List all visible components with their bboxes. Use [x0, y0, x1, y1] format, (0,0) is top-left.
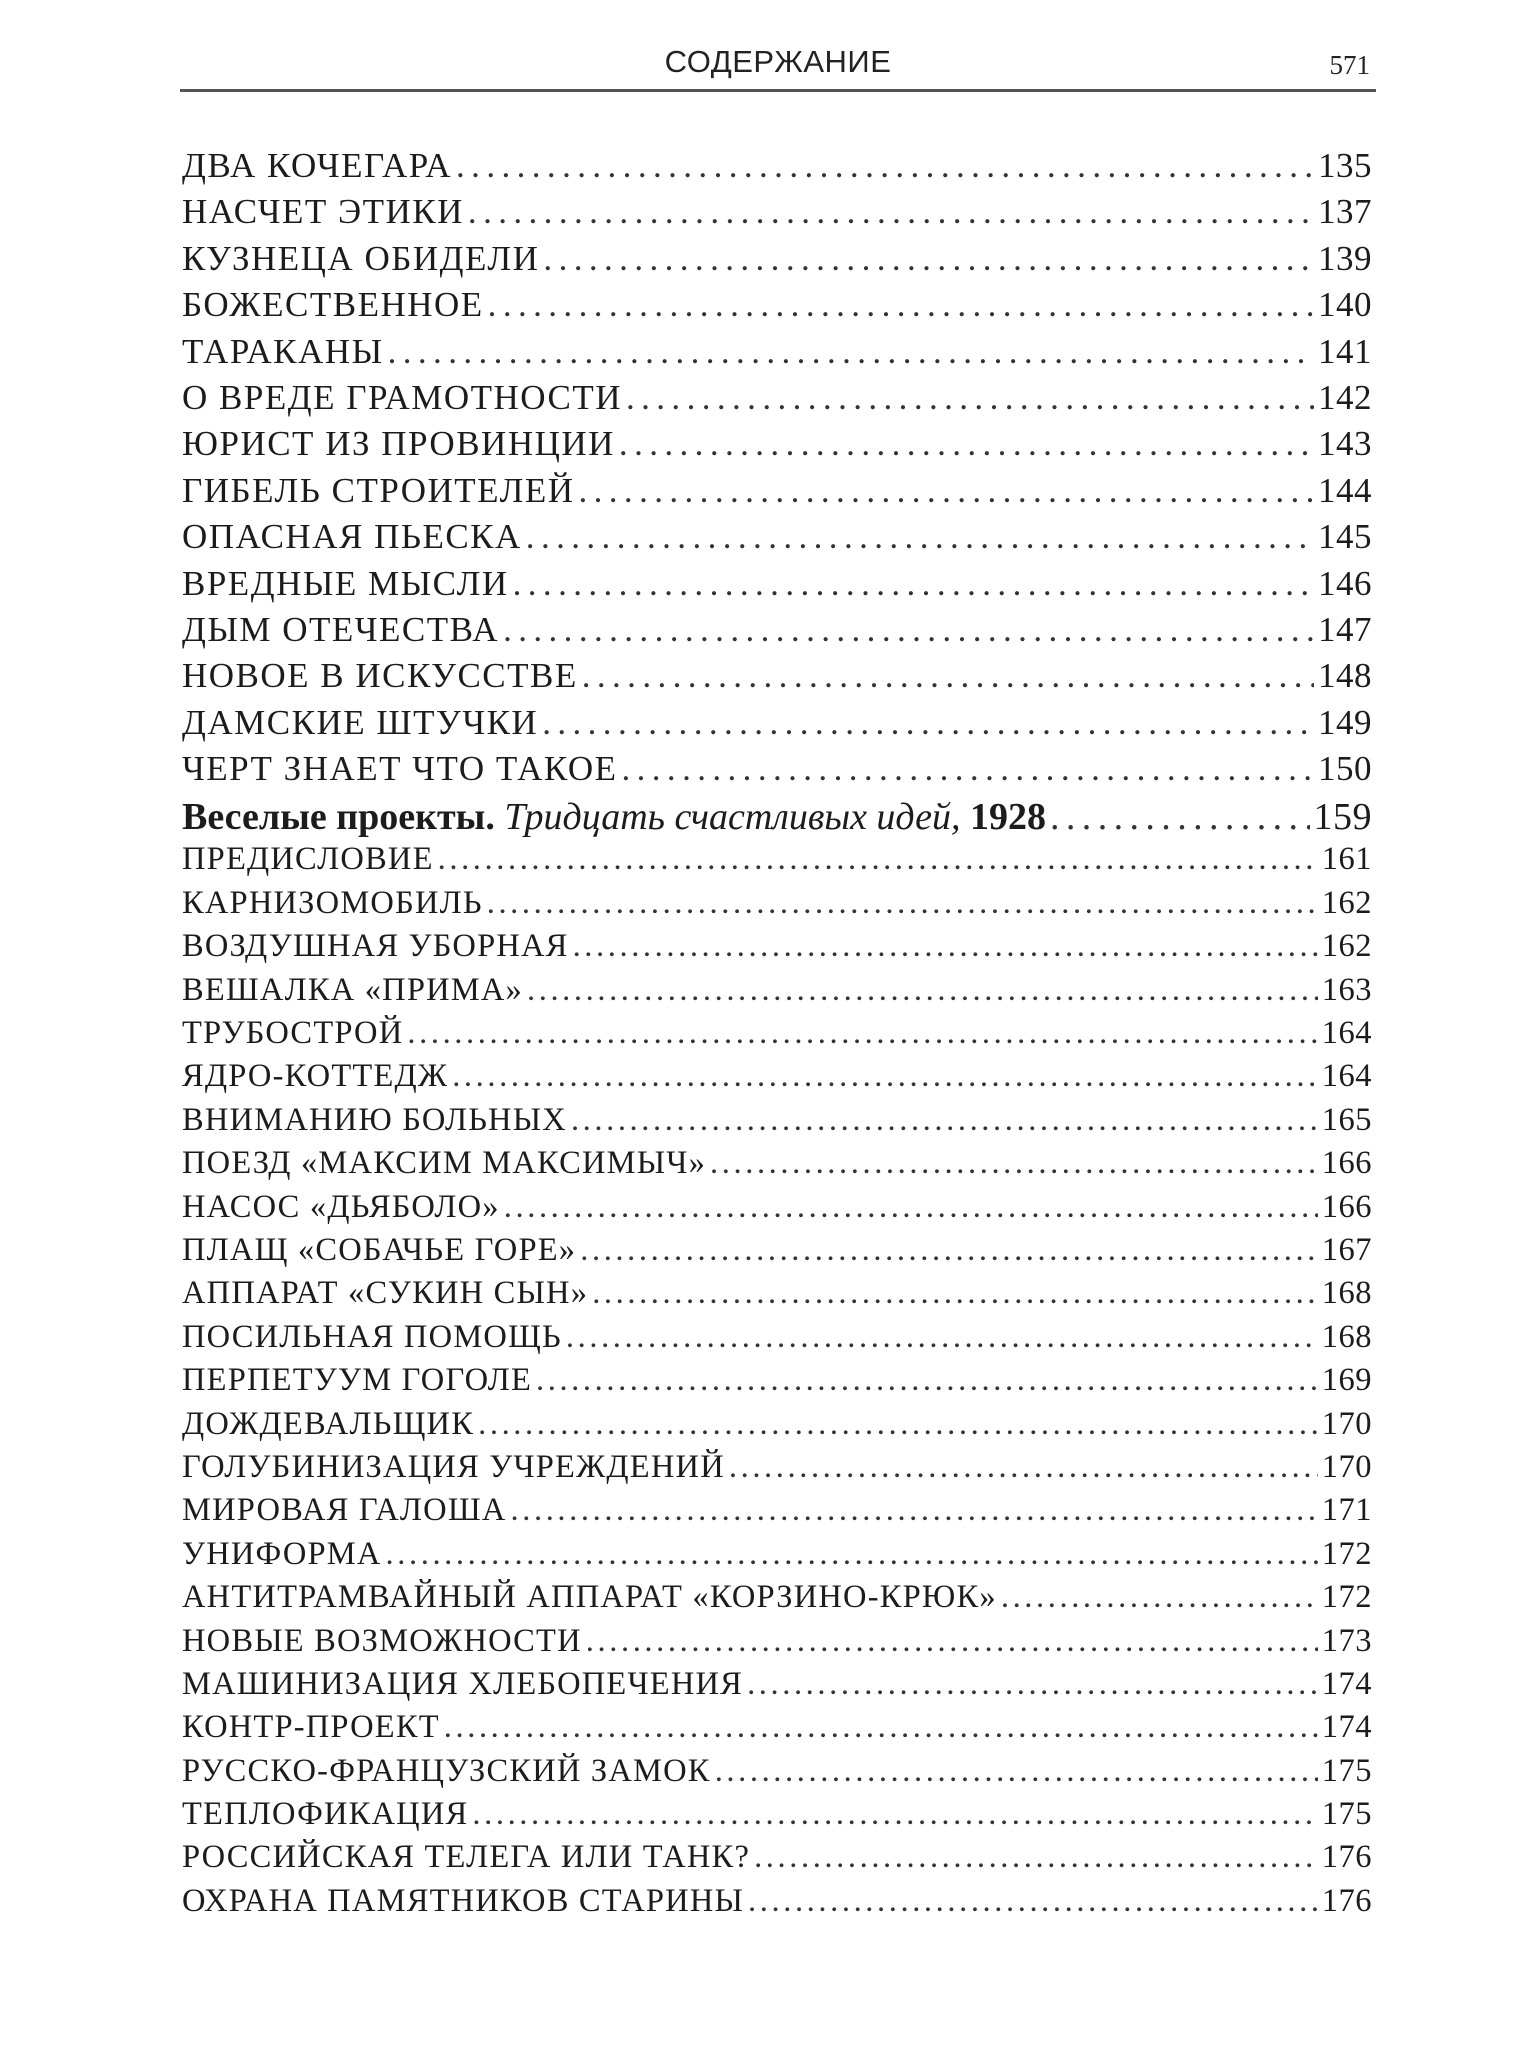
dot-leader	[566, 1319, 1318, 1356]
dot-leader	[478, 1406, 1318, 1443]
section-year: 1928	[970, 796, 1046, 839]
dot-leader	[715, 1753, 1318, 1790]
toc-entry[interactable]	[182, 1406, 1372, 1449]
dot-leader	[444, 1709, 1318, 1746]
dot-leader	[578, 471, 1314, 511]
dot-leader	[1001, 1579, 1318, 1616]
toc-entry[interactable]	[182, 610, 1372, 656]
dot-leader	[536, 1362, 1318, 1399]
toc-entry[interactable]	[182, 1883, 1372, 1926]
dot-leader	[526, 517, 1314, 557]
dot-leader	[388, 332, 1314, 372]
toc-entry[interactable]	[182, 1319, 1372, 1362]
toc-entry-page: 162	[1321, 884, 1372, 921]
toc-entry-title: ГОЛУБИНИЗАЦИЯ УЧРЕЖДЕНИЙ	[182, 1448, 725, 1485]
toc-entry-title: ПОЕЗД «МАКСИМ МАКСИМЫЧ»	[182, 1145, 707, 1182]
toc-entry-title: АППАРАТ «СУКИН СЫН»	[182, 1275, 589, 1312]
toc-entry-title: РУССКО-ФРАНЦУЗСКИЙ ЗАМОК	[182, 1752, 711, 1789]
dot-leader	[729, 1449, 1318, 1486]
dot-leader	[582, 656, 1314, 696]
toc-entry-title: НОВЫЕ ВОЗМОЖНОСТИ	[182, 1622, 582, 1659]
toc-entry-page: 168	[1321, 1275, 1372, 1312]
dot-leader	[407, 1015, 1317, 1052]
toc-entry-title: ОПАСНАЯ ПЬЕСКА	[182, 517, 522, 557]
toc-entry-title: МАШИНИЗАЦИЯ ХЛЕБОПЕЧЕНИЯ	[182, 1665, 744, 1702]
toc-entry[interactable]	[182, 885, 1372, 928]
dot-leader	[754, 1839, 1318, 1876]
toc-entry-title: ВОЗДУШНАЯ УБОРНАЯ	[182, 928, 569, 965]
toc-entry-page: 150	[1318, 749, 1372, 789]
toc-entry-page: 174	[1321, 1709, 1372, 1746]
toc-entry-title: ПЛАЩ «СОБАЧЬЕ ГОРЕ»	[182, 1231, 577, 1268]
toc-group-second	[182, 841, 1372, 1926]
header-page-number: 571	[1329, 50, 1370, 80]
toc-entry-title: КУЗНЕЦА ОБИДЕЛИ	[182, 238, 540, 278]
toc-entry-title: ВЕШАЛКА «ПРИМА»	[182, 971, 523, 1008]
toc-entry-title: БОЖЕСТВЕННОЕ	[182, 285, 484, 325]
section-title-italic: Тридцать счастливых идей,	[504, 796, 961, 839]
toc-entry[interactable]	[182, 1275, 1372, 1318]
toc-entry[interactable]	[182, 928, 1372, 971]
dot-leader	[747, 1666, 1318, 1703]
toc-entry-page: 135	[1318, 146, 1372, 185]
dot-leader	[487, 885, 1318, 922]
toc-entry-page: 141	[1318, 331, 1372, 371]
dot-leader	[626, 378, 1314, 418]
toc-entry-title: ПРЕДИСЛОВИЕ	[182, 841, 434, 878]
toc-entry-page: 164	[1321, 1015, 1372, 1052]
toc-entry-page: 140	[1318, 285, 1372, 325]
dot-leader	[513, 564, 1314, 604]
toc-entry[interactable]	[182, 1058, 1372, 1101]
toc-entry-title: УНИФОРМА	[182, 1535, 382, 1572]
toc-entry-page: 148	[1318, 656, 1372, 696]
dot-leader	[619, 424, 1314, 464]
toc-entry-title: КОНТР-ПРОЕКТ	[182, 1709, 440, 1746]
toc-entry[interactable]	[182, 1015, 1372, 1058]
toc-entry-page: 168	[1321, 1318, 1372, 1355]
toc-entry-title: ЧЕРТ ЗНАЕТ ЧТО ТАКОЕ	[182, 749, 618, 789]
toc-entry-title: ПОСИЛЬНАЯ ПОМОЩЬ	[182, 1318, 562, 1355]
toc-entry[interactable]	[182, 703, 1372, 749]
table-of-contents	[182, 146, 1372, 1926]
toc-entry-page: 172	[1321, 1535, 1372, 1572]
dot-leader	[386, 1536, 1318, 1573]
toc-entry[interactable]	[182, 424, 1372, 470]
running-header	[180, 44, 1376, 92]
toc-entry-page: 169	[1321, 1362, 1372, 1399]
toc-entry-page: 145	[1318, 517, 1372, 557]
dot-leader	[543, 239, 1314, 279]
dot-leader	[586, 1623, 1318, 1660]
toc-entry-title: ДАМСКИЕ ШТУЧКИ	[182, 702, 539, 742]
toc-entry[interactable]	[182, 146, 1372, 192]
toc-entry[interactable]	[182, 1145, 1372, 1188]
dot-leader	[1050, 795, 1310, 839]
dot-leader	[621, 749, 1314, 789]
toc-entry-page: 144	[1318, 470, 1372, 510]
toc-entry-page: 173	[1321, 1622, 1372, 1659]
toc-entry-page: 149	[1318, 702, 1372, 742]
toc-entry-title: НОВОЕ В ИСКУССТВЕ	[182, 656, 578, 696]
toc-entry-page: 171	[1321, 1492, 1372, 1529]
toc-entry[interactable]	[182, 332, 1372, 378]
toc-entry[interactable]	[182, 1839, 1372, 1882]
toc-entry[interactable]	[182, 1709, 1372, 1752]
toc-section-heading[interactable]	[182, 795, 1372, 841]
dot-leader	[504, 1189, 1318, 1226]
toc-entry[interactable]	[182, 1536, 1372, 1579]
toc-entry[interactable]	[182, 1623, 1372, 1666]
toc-entry-page: 164	[1321, 1058, 1372, 1095]
toc-entry[interactable]	[182, 1492, 1372, 1535]
toc-entry-page: 162	[1321, 928, 1372, 965]
header-divider	[180, 89, 1376, 92]
dot-leader	[710, 1145, 1318, 1182]
section-page: 159	[1313, 796, 1372, 839]
dot-leader	[571, 1102, 1318, 1139]
toc-entry[interactable]	[182, 972, 1372, 1015]
toc-entry-page: 146	[1318, 563, 1372, 603]
toc-entry[interactable]	[182, 192, 1372, 238]
toc-entry[interactable]	[182, 1362, 1372, 1405]
toc-entry-title: КАРНИЗОМОБИЛЬ	[182, 884, 483, 921]
toc-entry-page: 142	[1318, 377, 1372, 417]
toc-entry-title: ВНИМАНИЮ БОЛЬНЫХ	[182, 1101, 567, 1138]
section-title	[182, 795, 1046, 839]
toc-entry-page: 143	[1318, 424, 1372, 464]
toc-entry-page: 161	[1321, 841, 1372, 878]
dot-leader	[542, 703, 1314, 743]
toc-group-first	[182, 146, 1372, 795]
toc-entry-title: НАСЧЕТ ЭТИКИ	[182, 192, 464, 232]
dot-leader	[503, 610, 1314, 650]
toc-entry-page: 147	[1318, 609, 1372, 649]
toc-entry[interactable]	[182, 1753, 1372, 1796]
toc-entry-title: ДЫМ ОТЕЧЕСТВА	[182, 609, 500, 649]
toc-entry-page: 176	[1321, 1839, 1372, 1876]
toc-entry[interactable]	[182, 285, 1372, 331]
toc-entry-page: 139	[1318, 238, 1372, 278]
toc-entry[interactable]	[182, 1666, 1372, 1709]
toc-entry-title: МИРОВАЯ ГАЛОША	[182, 1492, 507, 1529]
toc-entry[interactable]	[182, 471, 1372, 517]
toc-entry-page: 175	[1321, 1752, 1372, 1789]
toc-entry-title: ТАРАКАНЫ	[182, 331, 384, 371]
dot-leader	[472, 1796, 1317, 1833]
toc-entry[interactable]	[182, 841, 1372, 884]
dot-leader	[748, 1883, 1318, 1920]
toc-entry-title: ГИБЕЛЬ СТРОИТЕЛЕЙ	[182, 470, 575, 510]
toc-entry-page: 176	[1321, 1882, 1372, 1919]
toc-entry-page: 170	[1321, 1448, 1372, 1485]
toc-entry-page: 166	[1321, 1188, 1372, 1225]
toc-entry-title: РОССИЙСКАЯ ТЕЛЕГА ИЛИ ТАНК?	[182, 1839, 751, 1876]
toc-entry[interactable]	[182, 1796, 1372, 1839]
toc-entry-page: 170	[1321, 1405, 1372, 1442]
toc-entry-page: 165	[1321, 1101, 1372, 1138]
dot-leader	[452, 1058, 1318, 1095]
toc-entry-page: 167	[1321, 1231, 1372, 1268]
dot-leader	[456, 146, 1314, 186]
toc-entry[interactable]	[182, 239, 1372, 285]
toc-entry[interactable]	[182, 1579, 1372, 1622]
toc-entry-page: 172	[1321, 1579, 1372, 1616]
toc-entry[interactable]	[182, 1102, 1372, 1145]
toc-entry[interactable]	[182, 749, 1372, 795]
dot-leader	[488, 285, 1314, 325]
toc-entry[interactable]	[182, 1232, 1372, 1275]
toc-entry-page: 174	[1321, 1665, 1372, 1702]
toc-entry[interactable]	[182, 1449, 1372, 1492]
toc-entry-title: ТЕПЛОФИКАЦИЯ	[182, 1796, 469, 1833]
toc-entry-title: ЯДРО-КОТТЕДЖ	[182, 1058, 449, 1095]
toc-entry[interactable]	[182, 517, 1372, 563]
toc-entry-title: О ВРЕДЕ ГРАМОТНОСТИ	[182, 377, 622, 417]
toc-entry[interactable]	[182, 564, 1372, 610]
header-title: СОДЕРЖАНИЕ	[664, 44, 892, 79]
toc-entry-title: АНТИТРАМВАЙНЫЙ АППАРАТ «КОРЗИНО-КРЮК»	[182, 1579, 997, 1616]
dot-leader	[592, 1275, 1318, 1312]
toc-entry-page: 137	[1318, 192, 1372, 232]
section-title-bold: Веселые проекты.	[182, 796, 495, 839]
toc-entry-title: ДОЖДЕВАЛЬЩИК	[182, 1405, 475, 1442]
toc-entry-title: ПЕРПЕТУУМ ГОГОЛЕ	[182, 1362, 532, 1399]
toc-entry-title: ДВА КОЧЕГАРА	[182, 146, 453, 185]
dot-leader	[511, 1492, 1318, 1529]
toc-entry-title: ТРУБОСТРОЙ	[182, 1015, 404, 1052]
toc-entry[interactable]	[182, 378, 1372, 424]
toc-entry[interactable]	[182, 1189, 1372, 1232]
dot-leader	[527, 972, 1318, 1009]
toc-entry-title: ЮРИСТ ИЗ ПРОВИНЦИИ	[182, 424, 615, 464]
toc-entry-title: ВРЕДНЫЕ МЫСЛИ	[182, 563, 509, 603]
dot-leader	[573, 928, 1318, 965]
toc-entry-title: НАСОС «ДЬЯБОЛО»	[182, 1188, 500, 1225]
dot-leader	[580, 1232, 1318, 1269]
toc-entry-title: ОХРАНА ПАМЯТНИКОВ СТАРИНЫ	[182, 1882, 745, 1919]
toc-entry[interactable]	[182, 656, 1372, 702]
toc-entry-page: 166	[1321, 1145, 1372, 1182]
toc-entry-page: 163	[1321, 971, 1372, 1008]
dot-leader	[468, 192, 1314, 232]
toc-entry-page: 175	[1321, 1796, 1372, 1833]
dot-leader	[438, 841, 1318, 878]
